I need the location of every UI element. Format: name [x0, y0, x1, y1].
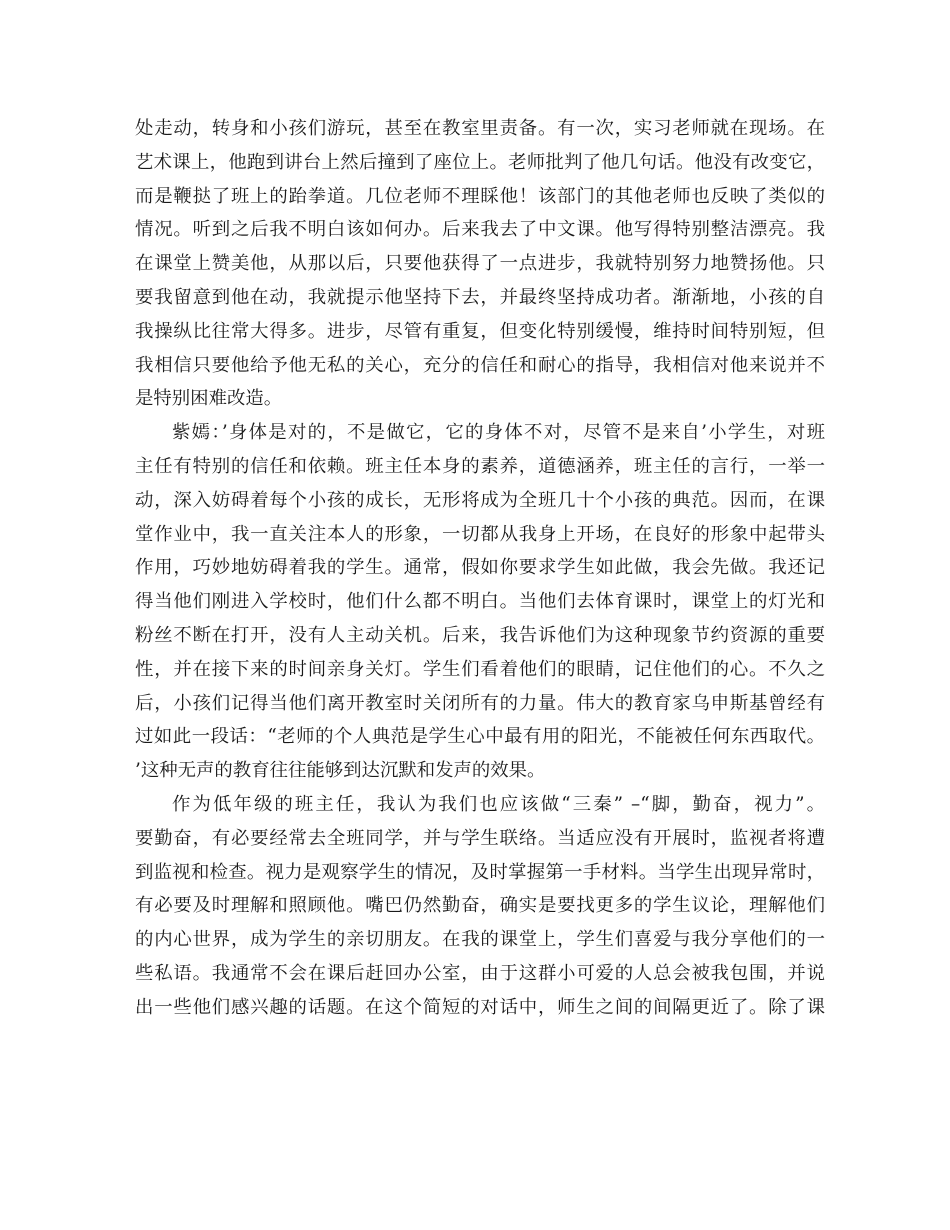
text-line: 作为低年级的班主任，我认为我们也应该做“三秦” –“脚，勤奋，视力”。 — [172, 793, 825, 815]
text-line: 些私语。我通常不会在课后赶回办公室，由于这群小可爱的人总会被我包围，并说 — [135, 962, 825, 984]
document-body — [135, 112, 825, 1025]
text-line: ’这种无声的教育往往能够到达沉默和发声的效果。 — [135, 760, 546, 782]
text-line: 的内心世界，成为学生的亲切朋友。在我的课堂上，学生们喜爱与我分享他们的一 — [135, 929, 825, 951]
text-line: 在课堂上赞美他，从那以后，只要他获得了一点进步，我就特别努力地赞扬他。只 — [135, 253, 825, 275]
text-line: 而是鞭挞了班上的跆拳道。几位老师不理睬他！该部门的其他老师也反映了类似的 — [135, 185, 825, 207]
paragraph-1 — [135, 112, 825, 416]
text-line: 艺术课上，他跑到讲台上然后撞到了座位上。老师批判了他几句话。他没有改变它， — [135, 151, 825, 173]
text-line: 过如此一段话：“老师的个人典范是学生心中最有用的阳光，不能被任何东西取代。 — [135, 726, 825, 748]
text-line: 粉丝不断在打开，没有人主动关机。后来，我告诉他们为这种现象节约资源的重要 — [135, 624, 825, 646]
text-line: 情况。听到之后我不明白该如何办。后来我去了中文课。他写得特别整洁漂亮。我 — [135, 219, 825, 241]
text-line: 堂作业中，我一直关注本人的形象，一切都从我身上开场，在良好的形象中起带头 — [135, 523, 825, 545]
text-line: 要勤奋，有必要经常去全班同学，并与学生联络。当适应没有开展时，监视者将遭 — [135, 827, 825, 849]
text-line: 动，深入妨碍着每个小孩的成长，无形将成为全班几十个小孩的典范。因而，在课 — [135, 489, 825, 511]
text-line: 作用，巧妙地妨碍着我的学生。通常，假如你要求学生如此做，我会先做。我还记 — [135, 557, 825, 579]
text-line: 处走动，转身和小孩们游玩，甚至在教室里责备。有一次，实习老师就在现场。在 — [135, 118, 825, 139]
text-line: 到监视和检查。视力是观察学生的情况，及时掌握第一手材料。当学生出现异常时， — [135, 861, 825, 883]
text-line: 得当他们刚进入学校时，他们什么都不明白。当他们去体育课时，课堂上的灯光和 — [135, 591, 825, 613]
text-line: 是特别困难改造。 — [135, 388, 283, 410]
text-line: 我操纵比往常大得多。进步，尽管有重复，但变化特别缓慢，维持时间特别短，但 — [135, 320, 825, 342]
paragraph-3 — [135, 788, 825, 1025]
text-line: 出一些他们感兴趣的话题。在这个简短的对话中，师生之间的间隔更近了。除了课 — [135, 996, 825, 1018]
text-line: 紫嫣：’身体是对的，不是做它，它的身体不对，尽管不是来自’小学生，对班 — [172, 422, 825, 444]
text-line: 后，小孩们记得当他们离开教室时关闭所有的力量。伟大的教育家乌申斯基曾经有 — [135, 692, 825, 714]
text-line: 要我留意到他在动，我就提示他坚持下去，并最终坚持成功者。渐渐地，小孩的自 — [135, 286, 825, 308]
text-line: 性，并在接下来的时间亲身关灯。学生们看着他们的眼睛，记住他们的心。不久之 — [135, 658, 825, 680]
text-line: 有必要及时理解和照顾他。嘴巴仍然勤奋，确实是要找更多的学生议论，理解他们 — [135, 895, 825, 917]
paragraph-2 — [135, 416, 825, 788]
text-line: 主任有特别的信任和依赖。班主任本身的素养，道德涵养，班主任的言行，一举一 — [135, 455, 825, 477]
text-line: 我相信只要他给予他无私的关心，充分的信任和耐心的指导，我相信对他来说并不 — [135, 354, 825, 376]
